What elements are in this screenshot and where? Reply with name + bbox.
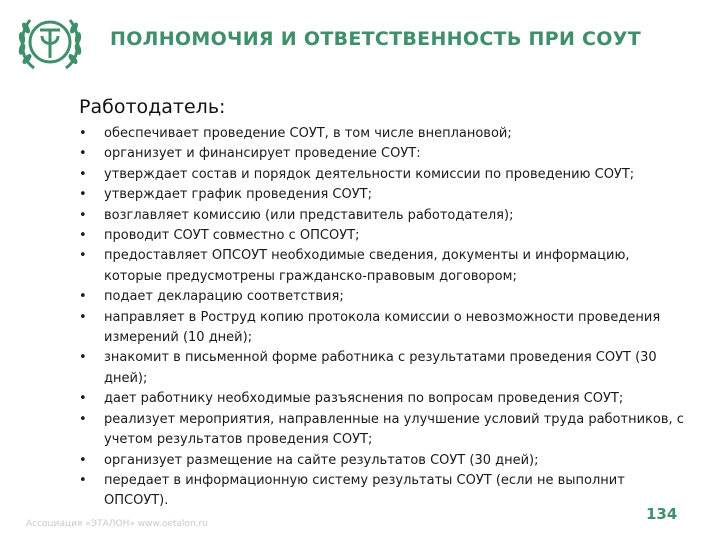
list-item bbox=[79, 410, 689, 451]
list-item-text: утверждает состав и порядок деятельности комиссии по проведению СОУТ; bbox=[104, 166, 635, 182]
footer-text: Ассоциация «ЭТАЛОН» www.oetalon.ru bbox=[26, 519, 208, 529]
list-item bbox=[79, 185, 689, 205]
bullet-icon: • bbox=[79, 166, 87, 182]
bullet-icon: • bbox=[79, 228, 87, 244]
page-number: 134 bbox=[646, 505, 678, 523]
bullet-icon: • bbox=[79, 187, 87, 203]
list-item-text: подает декларацию соответствия; bbox=[104, 289, 344, 305]
bullet-icon: • bbox=[79, 309, 87, 325]
list-item bbox=[79, 471, 689, 512]
bullet-icon: • bbox=[79, 289, 87, 305]
list-item-text: знакомит в письменной форме работника с результатами проведения СОУТ (30 дней); bbox=[104, 350, 657, 386]
slide-title: ПОЛНОМОЧИЯ И ОТВЕТСТВЕННОСТЬ ПРИ СОУТ bbox=[110, 28, 641, 50]
list-item bbox=[79, 246, 689, 287]
list-item-text: дает работнику необходимые разъяснения по вопросам проведения СОУТ; bbox=[104, 391, 624, 407]
list-item-text: утверждает график проведения СОУТ; bbox=[104, 187, 372, 203]
list-item bbox=[79, 348, 689, 389]
list-item-text: передает в информационную систему результаты СОУТ (если не выполнит ОПСОУТ). bbox=[104, 472, 625, 509]
list-item bbox=[79, 165, 689, 185]
bullet-icon: • bbox=[79, 391, 87, 407]
list-item-text: возглавляет комиссию (или представитель работодателя); bbox=[104, 207, 514, 223]
list-item-text: обеспечивает проведение СОУТ, в том числе внеплановой; bbox=[104, 126, 512, 141]
bullet-icon: • bbox=[79, 146, 87, 162]
list-item-text: организует размещение на сайте результатов СОУТ (30 дней); bbox=[104, 452, 539, 468]
list-item-text: направляет в Роструд копию протокола комиссии о невозможности проведения измерений (10 дней); bbox=[104, 309, 661, 346]
bullet-icon: • bbox=[79, 350, 87, 366]
bullet-icon: • bbox=[79, 472, 87, 488]
bullet-icon: • bbox=[79, 411, 87, 427]
duties-list bbox=[79, 124, 689, 512]
wreath-logo-icon bbox=[14, 6, 86, 78]
list-item bbox=[79, 124, 689, 144]
section-heading: Работодатель: bbox=[79, 96, 226, 118]
list-item-text: предоставляет ОПСОУТ необходимые сведения, документы и информацию, которые предусмотрены гражданско-правовым договором; bbox=[104, 248, 630, 284]
list-item bbox=[79, 206, 689, 226]
bullet-icon: • bbox=[79, 452, 87, 468]
list-item bbox=[79, 226, 689, 246]
list-item bbox=[79, 144, 689, 164]
bullet-icon: • bbox=[79, 207, 87, 223]
list-item bbox=[79, 308, 689, 349]
list-item-text: реализует мероприятия, направленные на улучшение условий труда работников, с учетом результатов проведения СОУТ; bbox=[104, 411, 684, 448]
list-item bbox=[79, 287, 689, 307]
association-logo-icon bbox=[14, 6, 86, 78]
list-item-text: организует и финансирует проведение СОУТ: bbox=[104, 146, 421, 162]
list-item bbox=[79, 451, 689, 471]
list-item bbox=[79, 389, 689, 409]
list-item-text: проводит СОУТ совместно с ОПСОУТ; bbox=[104, 228, 360, 244]
bullet-icon: • bbox=[79, 248, 87, 264]
bullet-icon: • bbox=[79, 126, 87, 141]
